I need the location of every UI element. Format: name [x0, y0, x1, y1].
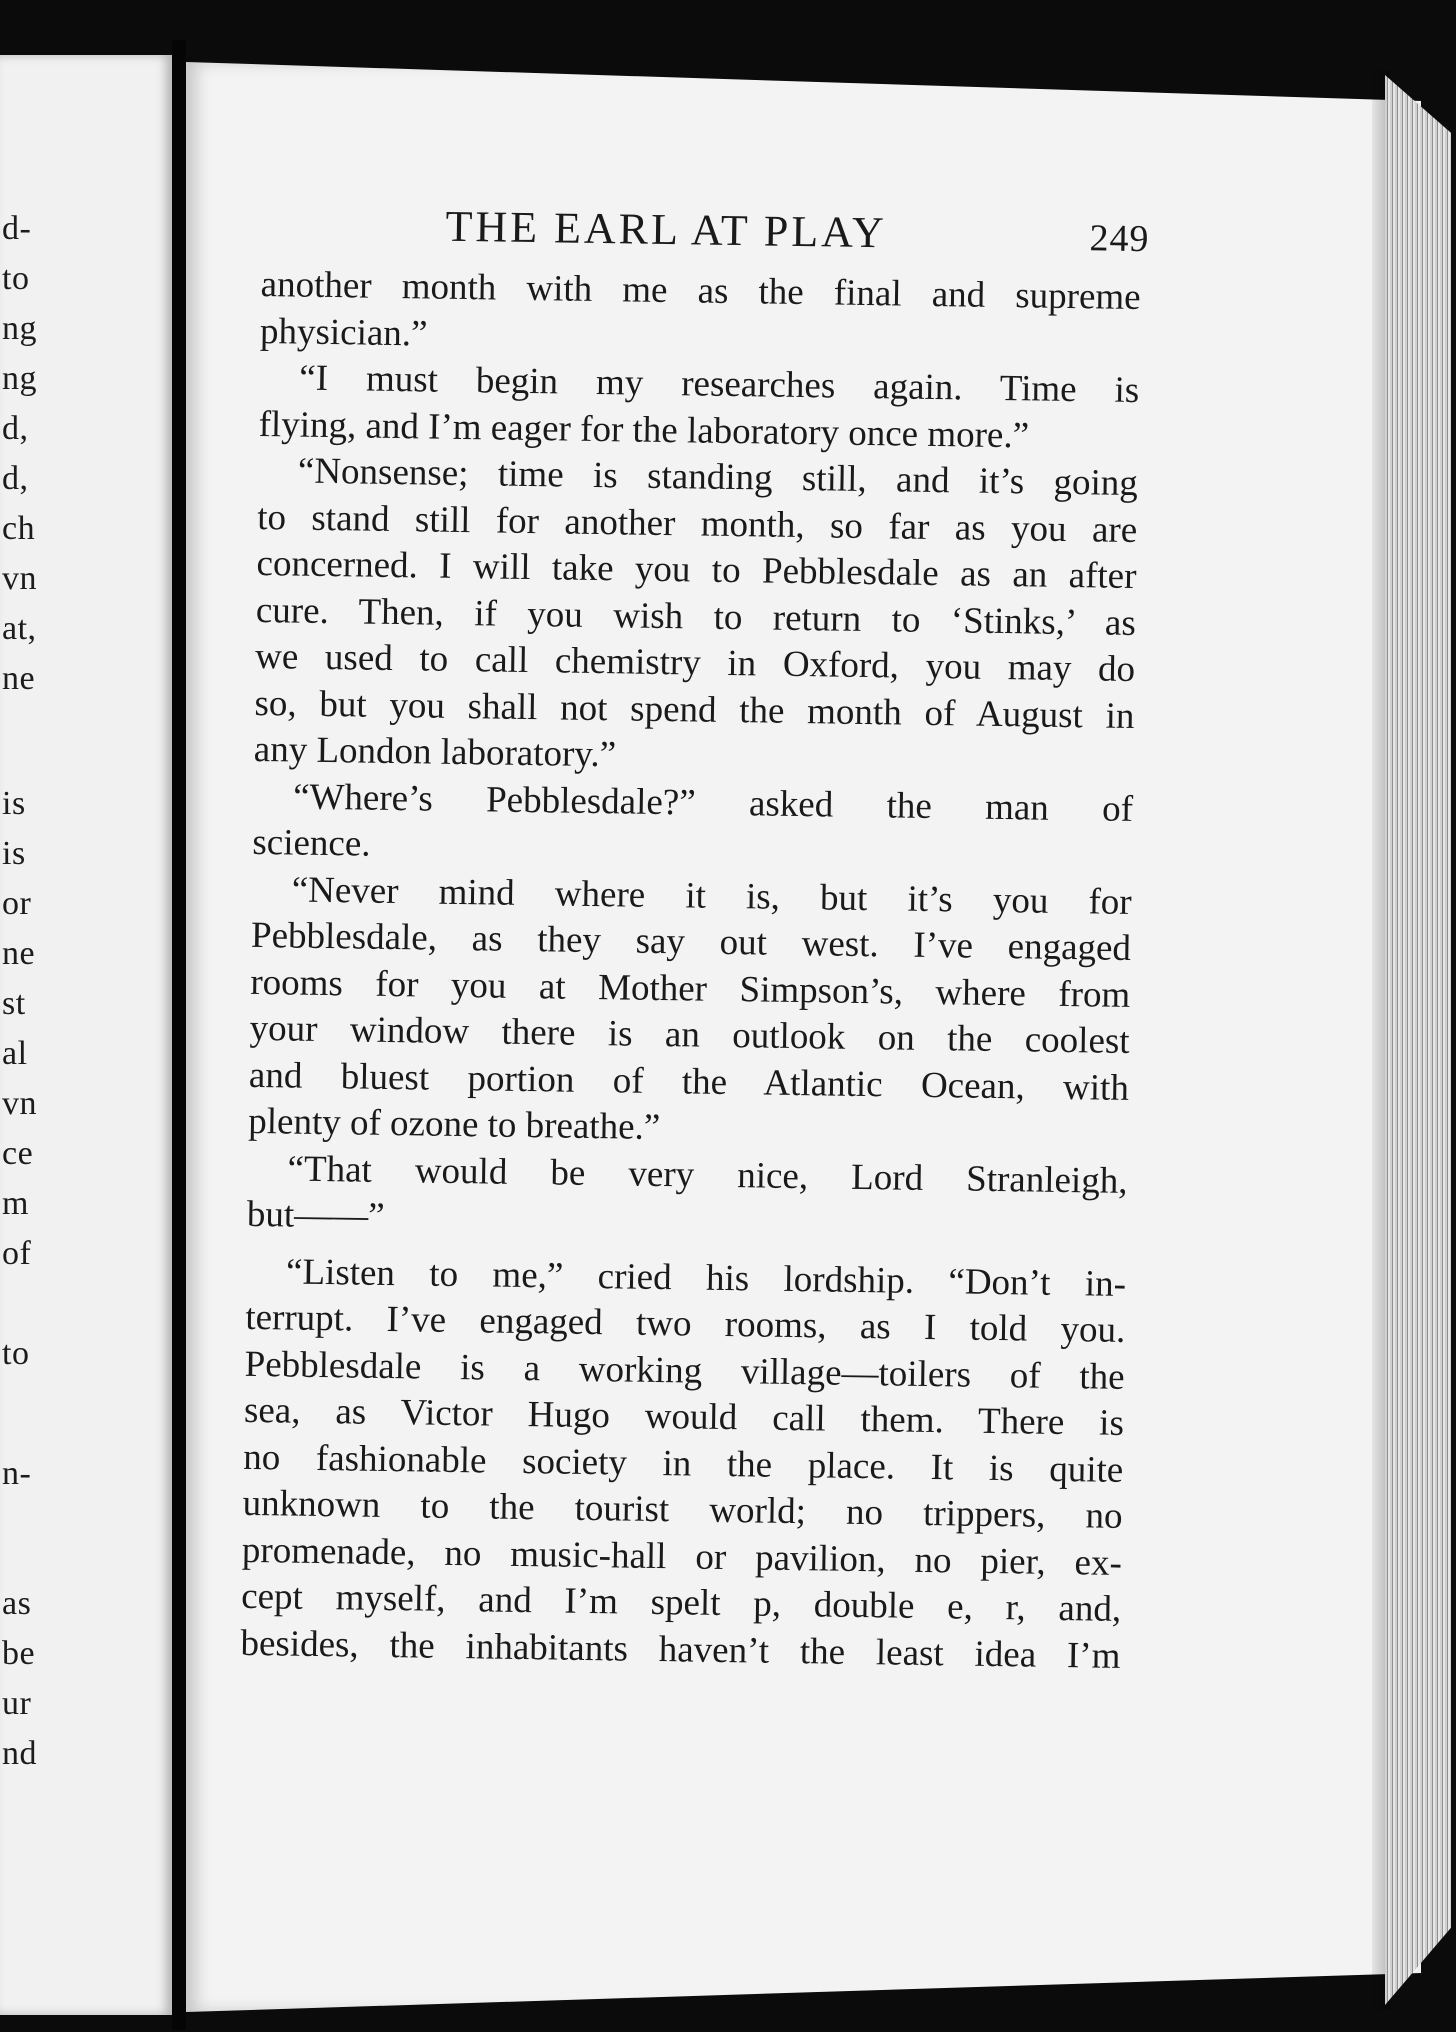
text-line: another month with me as the final and supreme [260, 263, 1141, 319]
left-page-fragment: is [2, 785, 26, 822]
text-line: any London laboratory.” [253, 728, 617, 776]
left-page-fragment: al [2, 1035, 28, 1072]
text-line: “Where’s Pebblesdale?” asked the man of [292, 776, 1134, 830]
text-line: “Nonsense; time is standing still, and it’s going [297, 450, 1139, 505]
left-page-fragment: to [2, 1335, 30, 1372]
text-line: no fashionable society in the place. It is quite [243, 1436, 1124, 1491]
left-page-fragment: nd [2, 1735, 37, 1772]
running-head [261, 198, 1150, 271]
body-text [240, 262, 1141, 1680]
left-page-fragment: d- [2, 210, 32, 247]
left-page-fragment: ch [2, 510, 36, 547]
left-page-fragment: or [2, 885, 32, 922]
text-line: plenty of ozone to breathe.” [247, 1100, 661, 1149]
text-line: concerned. I will take you to Pebblesdale as an after [256, 542, 1137, 598]
left-page-fragment: is [2, 835, 26, 872]
left-page-fragment: to [2, 260, 30, 297]
text-line: sea, as Victor Hugo would call them. There is [243, 1389, 1125, 1444]
left-page-fragment: ng [2, 310, 37, 347]
text-line: Pebblesdale is a working village—toilers of the [244, 1343, 1125, 1398]
left-page-fragment: ng [2, 360, 37, 397]
page-number: 249 [1089, 217, 1150, 261]
text-line: flying, and I’m eager for the laboratory once more.” [258, 403, 1030, 456]
left-page-fragment: m [2, 1185, 29, 1222]
left-page-fragment: ne [2, 660, 36, 697]
left-page-fragment: be [2, 1635, 36, 1672]
running-head-title: THE EARL AT PLAY [445, 201, 888, 258]
left-page-fragment: n- [2, 1455, 32, 1492]
text-line: Pebblesdale, as they say out west. I’ve engaged [250, 914, 1132, 969]
left-page-fragment: at, [2, 610, 37, 647]
left-page-fragment: d, [2, 460, 29, 497]
text-line: to stand still for another month, so far as you are [256, 496, 1138, 551]
left-page-fragment: ur [2, 1685, 32, 1722]
left-page-fragment: of [2, 1235, 32, 1272]
left-page-fragment: d, [2, 410, 29, 447]
text-line: but——” [246, 1193, 385, 1237]
text-line: and bluest portion of the Atlantic Ocean, with [248, 1054, 1130, 1109]
text-line: terrupt. I’ve engaged two rooms, as I told you. [245, 1296, 1126, 1351]
text-line: besides, the inhabitants haven’t the least idea I’m [240, 1622, 1121, 1677]
left-page-fragment: ce [2, 1135, 34, 1172]
text-line: your window there is an outlook on the coolest [249, 1007, 1130, 1062]
left-page-fragment: as [2, 1585, 32, 1622]
left-page [0, 55, 172, 2015]
page-gutter [172, 40, 186, 2030]
left-page-text-fragments [0, 55, 172, 2015]
text-block [240, 198, 1150, 1680]
text-line: “That would be very nice, Lord Stranleigh, [287, 1147, 1128, 1202]
left-page-fragment: vn [2, 560, 37, 597]
left-page-fragment: ne [2, 935, 36, 972]
text-line: we used to call chemistry in Oxford, you may do [254, 635, 1136, 691]
text-line: promenade, no music-hall or pavilion, no pier, ex- [241, 1529, 1123, 1584]
page-edges [1385, 75, 1451, 2005]
text-line: “Listen to me,” cried his lordship. “Don’t in- [285, 1250, 1127, 1305]
text-line: cure. Then, if you wish to return to ‘Stinks,’ as [255, 589, 1137, 644]
text-line: physician.” [259, 310, 428, 354]
text-line: “Never mind where it is, but it’s you for [291, 869, 1132, 923]
left-page-fragment: st [2, 985, 26, 1022]
left-page-fragment: vn [2, 1085, 37, 1122]
text-line: science. [252, 821, 371, 865]
text-line: cept myself, and I’m spelt p, double e, r, and, [240, 1575, 1122, 1630]
text-line: rooms for you at Mother Simpson’s, where from [250, 961, 1131, 1016]
text-line: so, but you shall not spend the month of August in [254, 682, 1135, 737]
text-line: unknown to the tourist world; no trippers, no [242, 1482, 1123, 1537]
text-line: “I must begin my researches again. Time is [299, 357, 1140, 412]
